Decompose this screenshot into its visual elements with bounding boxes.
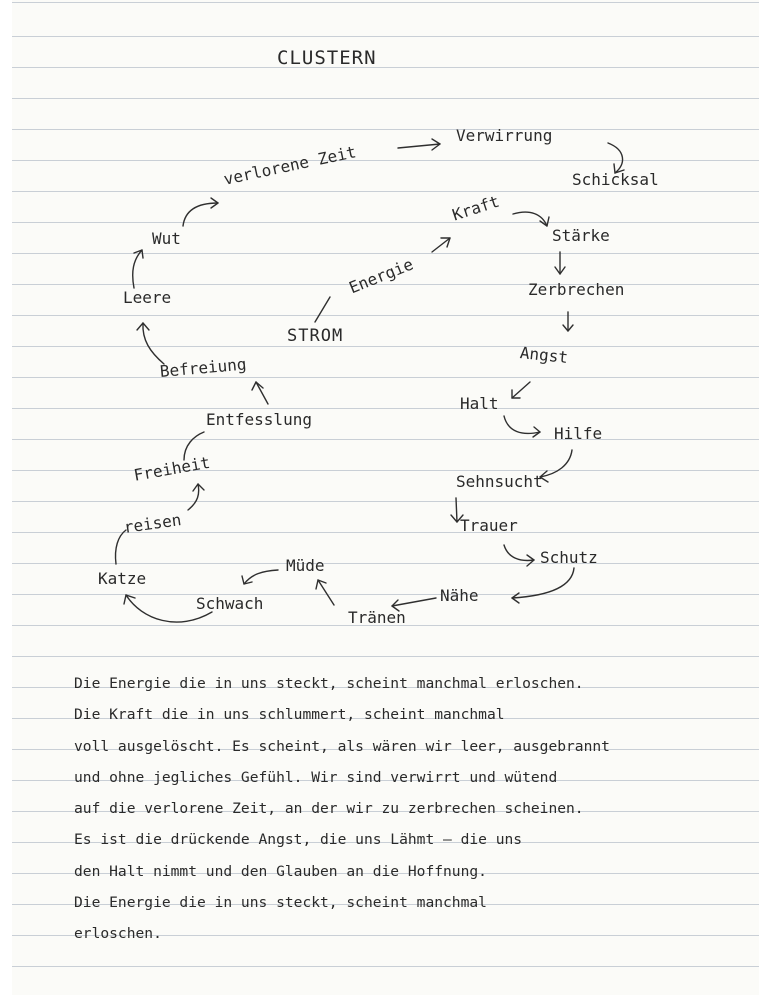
arrow-befreiung-leere bbox=[143, 323, 164, 364]
paragraph-line: und ohne jegliches Gefühl. Wir sind verwirrt und wütend bbox=[74, 768, 558, 786]
arrow-reisen-freiheit bbox=[188, 484, 199, 510]
paragraph-line: den Halt nimmt und den Glauben an die Hoffnung. bbox=[74, 862, 487, 880]
word-katze: Katze bbox=[98, 569, 147, 588]
word-naehe: Nähe bbox=[440, 586, 479, 605]
word-zerbrechen: Zerbrechen bbox=[528, 280, 625, 299]
arrow-zeit-verwirrung bbox=[398, 144, 440, 148]
arrow-muede-schwach bbox=[244, 570, 278, 584]
word-reisen: reisen bbox=[122, 510, 183, 537]
paragraph-line: auf die verlorene Zeit, an der wir zu zerbrechen scheinen. bbox=[74, 800, 584, 818]
paragraph-line: voll ausgelöscht. Es scheint, als wären wir leer, ausgebrannt bbox=[74, 737, 610, 755]
word-strom: STROM bbox=[287, 326, 344, 346]
word-kraft: Kraft bbox=[449, 191, 502, 225]
paragraph-line: Es ist die drückende Angst, die uns Lähmt – die uns bbox=[74, 831, 523, 849]
paragraph-line: Die Energie die in uns steckt, scheint manchmal erloschen. bbox=[74, 675, 584, 692]
paragraph-line: Die Energie die in uns steckt, scheint manchmal bbox=[74, 894, 487, 912]
arrow-angst-halt bbox=[512, 382, 530, 398]
arrow-strom-energie bbox=[315, 297, 330, 322]
arrow-leere-wut bbox=[133, 250, 142, 288]
arrow-entfesslung-befreiung bbox=[256, 382, 268, 404]
word-schicksal: Schicksal bbox=[572, 170, 659, 189]
word-schwach: Schwach bbox=[196, 594, 264, 613]
word-muede: Müde bbox=[286, 556, 325, 575]
word-befreiung: Befreiung bbox=[159, 354, 248, 381]
word-staerke: Stärke bbox=[552, 226, 610, 245]
arrow-naehe-traenen bbox=[392, 598, 436, 606]
word-hilfe: Hilfe bbox=[554, 424, 603, 443]
word-sehnsucht: Sehnsucht bbox=[456, 472, 543, 491]
word-verwirrung: Verwirrung bbox=[456, 126, 553, 145]
word-leere: Leere bbox=[123, 288, 172, 307]
arrow-sehnsucht-trauer bbox=[456, 498, 457, 522]
word-verlorene-zeit: verlorene Zeit bbox=[221, 142, 358, 189]
arrow-halt-hilfe bbox=[504, 416, 540, 433]
page-title: CLUSTERN bbox=[277, 47, 377, 69]
word-entfesslung: Entfesslung bbox=[206, 410, 312, 429]
word-angst: Angst bbox=[519, 343, 569, 367]
arrow-verwirrung-schicksal bbox=[608, 143, 623, 173]
word-energie: Energie bbox=[346, 254, 416, 298]
arrow-traenen-muede bbox=[318, 580, 334, 605]
arrow-kraft-staerke bbox=[513, 212, 547, 226]
paragraph-line: erloschen. bbox=[74, 925, 162, 943]
word-schutz: Schutz bbox=[540, 548, 598, 567]
word-traenen: Tränen bbox=[348, 608, 406, 627]
arrow-trauer-schutz bbox=[504, 545, 534, 560]
handwritten-paragraph bbox=[74, 668, 734, 950]
word-trauer: Trauer bbox=[460, 516, 518, 535]
word-halt: Halt bbox=[460, 394, 499, 413]
word-wut: Wut bbox=[152, 229, 181, 248]
paragraph-line: Die Kraft die in uns schlummert, scheint manchmal bbox=[74, 706, 505, 724]
arrow-schutz-naehe bbox=[512, 568, 574, 598]
word-freiheit: Freiheit bbox=[132, 452, 212, 485]
